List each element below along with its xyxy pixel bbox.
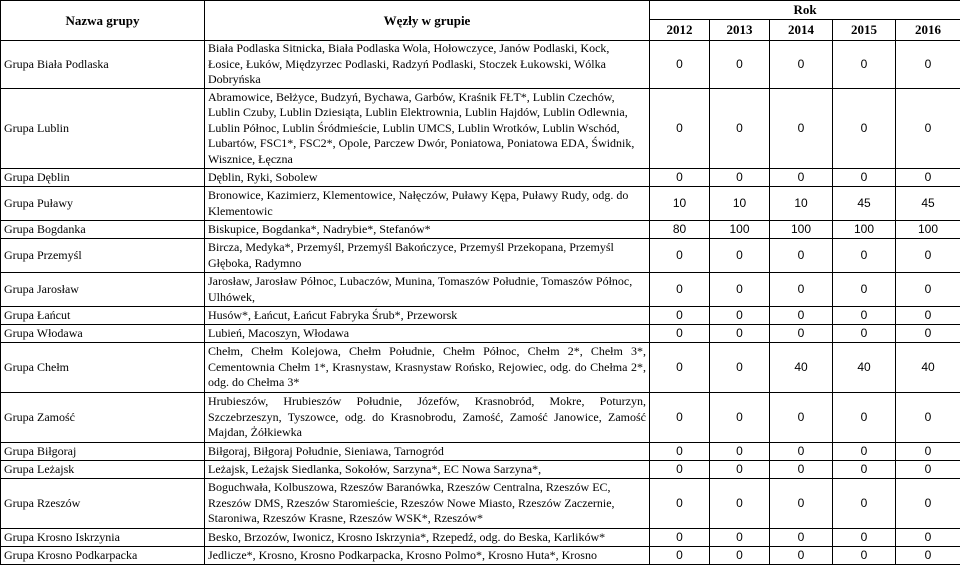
value-cell: 0 — [896, 547, 960, 565]
value-cell: 10 — [770, 187, 833, 221]
value-cell: 0 — [710, 325, 770, 343]
value-cell: 0 — [710, 343, 770, 393]
group-nodes-cell: Lubień, Macoszyn, Włodawa — [205, 325, 650, 343]
value-cell: 0 — [650, 307, 710, 325]
group-nodes-cell: Hrubieszów, Hrubieszów Południe, Józefów, Krasnobród, Mokre, Poturzyn, Szczebrzeszyn, Tyszowce, odg. do Krasnobrodu, Zamość, Zamość Janowice, Zamość Majdan, Żółkiewka — [205, 393, 650, 443]
table-row — [1, 239, 960, 273]
table-row — [1, 443, 960, 461]
group-name-cell: Grupa Dęblin — [1, 169, 205, 187]
group-name-cell: Grupa Łańcut — [1, 307, 205, 325]
value-cell: 0 — [710, 529, 770, 547]
value-cell: 0 — [896, 41, 960, 89]
value-cell: 0 — [710, 443, 770, 461]
group-nodes-cell: Leżajsk, Leżajsk Siedlanka, Sokołów, Sarzyna*, EC Nowa Sarzyna*, — [205, 461, 650, 479]
value-cell: 0 — [650, 239, 710, 273]
group-name-cell: Grupa Puławy — [1, 187, 205, 221]
header-year-group: Rok — [650, 1, 960, 20]
value-cell: 0 — [833, 393, 896, 443]
value-cell: 0 — [650, 89, 710, 169]
group-nodes-cell: Besko, Brzozów, Iwonicz, Krosno Iskrzynia*, Rzepedź, odg. do Beska, Karlików* — [205, 529, 650, 547]
value-cell: 0 — [710, 547, 770, 565]
value-cell: 0 — [710, 479, 770, 529]
group-nodes-cell: Bronowice, Kazimierz, Klementowice, Nałęczów, Puławy Kępa, Puławy Rudy, odg. do Klementowic — [205, 187, 650, 221]
group-name-cell: Grupa Rzeszów — [1, 479, 205, 529]
table-row — [1, 307, 960, 325]
value-cell: 0 — [650, 461, 710, 479]
group-nodes-cell: Boguchwała, Kolbuszowa, Rzeszów Baranówka, Rzeszów Centralna, Rzeszów EC, Rzeszów DMS, Rzeszów Staromieście, Rzeszów Nowe Miasto, Rzeszów Zaczernie, Staroniwa, Rzeszów Krasne, Rzeszów WSK*, Rzeszów* — [205, 479, 650, 529]
value-cell: 0 — [770, 479, 833, 529]
group-nodes-cell: Chełm, Chełm Kolejowa, Chełm Południe, Chełm Północ, Chełm 2*, Chełm 3*, Cementownia Chełm 1*, Krasnystaw, Krasnystaw Rońsko, Rejowiec, odg. do Chełma 2*, odg. do Chełma 3* — [205, 343, 650, 393]
table-row — [1, 169, 960, 187]
header-year: 2016 — [896, 20, 960, 41]
header-row-top — [1, 1, 960, 20]
value-cell: 0 — [896, 169, 960, 187]
value-cell: 10 — [710, 187, 770, 221]
table-row — [1, 393, 960, 443]
value-cell: 0 — [710, 169, 770, 187]
value-cell: 0 — [833, 443, 896, 461]
value-cell: 0 — [833, 479, 896, 529]
value-cell: 0 — [770, 325, 833, 343]
value-cell: 10 — [650, 187, 710, 221]
value-cell: 0 — [650, 169, 710, 187]
group-nodes-cell: Abramowice, Bełżyce, Budzyń, Bychawa, Garbów, Kraśnik FŁT*, Lublin Czechów, Lublin Czuby, Lublin Dziesiąta, Lublin Elektrownia, Lublin Hajdów, Lublin Odlewnia, Lublin Północ, Lublin Śródmieście, Lublin UMCS, Lublin Wrotków, Lublin Wschód, Lubartów, FSC1*, FSC2*, Opole, Parczew Dwór, Poniatowa, Poniatowa EDA, Świdnik, Wisznice, Łęczna — [205, 89, 650, 169]
value-cell: 0 — [770, 443, 833, 461]
value-cell: 0 — [833, 461, 896, 479]
value-cell: 0 — [833, 529, 896, 547]
group-name-cell: Grupa Chełm — [1, 343, 205, 393]
value-cell: 100 — [710, 221, 770, 239]
value-cell: 0 — [833, 239, 896, 273]
value-cell: 0 — [710, 89, 770, 169]
group-nodes-cell: Biłgoraj, Biłgoraj Południe, Sieniawa, Tarnogród — [205, 443, 650, 461]
group-nodes-cell: Husów*, Łańcut, Łańcut Fabryka Śrub*, Przeworsk — [205, 307, 650, 325]
value-cell: 0 — [896, 529, 960, 547]
value-cell: 0 — [896, 307, 960, 325]
group-name-cell: Grupa Leżajsk — [1, 461, 205, 479]
group-name-cell: Grupa Zamość — [1, 393, 205, 443]
value-cell: 0 — [710, 461, 770, 479]
table-row — [1, 547, 960, 565]
table-row — [1, 529, 960, 547]
value-cell: 0 — [770, 169, 833, 187]
value-cell: 0 — [770, 547, 833, 565]
table-row — [1, 479, 960, 529]
value-cell: 0 — [650, 393, 710, 443]
header-year: 2015 — [833, 20, 896, 41]
value-cell: 100 — [770, 221, 833, 239]
group-name-cell: Grupa Jarosław — [1, 273, 205, 307]
table-row — [1, 41, 960, 89]
value-cell: 0 — [896, 461, 960, 479]
value-cell: 0 — [650, 529, 710, 547]
value-cell: 80 — [650, 221, 710, 239]
value-cell: 0 — [833, 307, 896, 325]
value-cell: 0 — [833, 89, 896, 169]
table-row — [1, 187, 960, 221]
value-cell: 0 — [770, 89, 833, 169]
table-row — [1, 461, 960, 479]
value-cell: 40 — [770, 343, 833, 393]
value-cell: 45 — [896, 187, 960, 221]
value-cell: 0 — [770, 461, 833, 479]
group-name-cell: Grupa Bogdanka — [1, 221, 205, 239]
group-nodes-cell: Bircza, Medyka*, Przemyśl, Przemyśl Bakończyce, Przemyśl Przekopana, Przemyśl Głęboka, Radymno — [205, 239, 650, 273]
value-cell: 0 — [833, 169, 896, 187]
value-cell: 0 — [896, 89, 960, 169]
group-nodes-cell: Jarosław, Jarosław Północ, Lubaczów, Munina, Tomaszów Południe, Tomaszów Północ, Ulhówek, — [205, 273, 650, 307]
header-year: 2013 — [710, 20, 770, 41]
header-year: 2012 — [650, 20, 710, 41]
group-nodes-cell: Dęblin, Ryki, Sobolew — [205, 169, 650, 187]
header-group-name: Nazwa grupy — [1, 1, 205, 41]
value-cell: 0 — [833, 547, 896, 565]
value-cell: 40 — [896, 343, 960, 393]
value-cell: 0 — [710, 41, 770, 89]
group-name-cell: Grupa Lublin — [1, 89, 205, 169]
value-cell: 0 — [770, 41, 833, 89]
table-row — [1, 343, 960, 393]
value-cell: 0 — [770, 393, 833, 443]
value-cell: 0 — [896, 239, 960, 273]
value-cell: 0 — [650, 41, 710, 89]
value-cell: 0 — [896, 479, 960, 529]
table-row — [1, 89, 960, 169]
value-cell: 0 — [833, 325, 896, 343]
value-cell: 100 — [833, 221, 896, 239]
group-nodes-cell: Jedlicze*, Krosno, Krosno Podkarpacka, Krosno Polmo*, Krosno Huta*, Krosno — [205, 547, 650, 565]
value-cell: 0 — [770, 529, 833, 547]
header-nodes: Węzły w grupie — [205, 1, 650, 41]
table-row — [1, 273, 960, 307]
value-cell: 45 — [833, 187, 896, 221]
value-cell: 0 — [896, 443, 960, 461]
value-cell: 0 — [710, 239, 770, 273]
value-cell: 100 — [896, 221, 960, 239]
value-cell: 0 — [770, 239, 833, 273]
value-cell: 0 — [896, 273, 960, 307]
value-cell: 0 — [833, 41, 896, 89]
value-cell: 0 — [650, 479, 710, 529]
value-cell: 0 — [650, 547, 710, 565]
value-cell: 0 — [770, 273, 833, 307]
value-cell: 0 — [896, 393, 960, 443]
value-cell: 0 — [650, 325, 710, 343]
value-cell: 0 — [650, 273, 710, 307]
table-row — [1, 325, 960, 343]
value-cell: 0 — [710, 307, 770, 325]
value-cell: 0 — [896, 325, 960, 343]
value-cell: 0 — [650, 443, 710, 461]
group-nodes-cell: Biskupice, Bogdanka*, Nadrybie*, Stefanów* — [205, 221, 650, 239]
header-year: 2014 — [770, 20, 833, 41]
value-cell: 0 — [770, 307, 833, 325]
value-cell: 40 — [833, 343, 896, 393]
group-name-cell: Grupa Przemyśl — [1, 239, 205, 273]
group-name-cell: Grupa Biłgoraj — [1, 443, 205, 461]
group-name-cell: Grupa Biała Podlaska — [1, 41, 205, 89]
value-cell: 0 — [833, 273, 896, 307]
group-name-cell: Grupa Krosno Iskrzynia — [1, 529, 205, 547]
group-name-cell: Grupa Włodawa — [1, 325, 205, 343]
group-name-cell: Grupa Krosno Podkarpacka — [1, 547, 205, 565]
table-row — [1, 221, 960, 239]
value-cell: 0 — [650, 343, 710, 393]
value-cell: 0 — [710, 393, 770, 443]
value-cell: 0 — [710, 273, 770, 307]
group-nodes-cell: Biała Podlaska Sitnicka, Biała Podlaska Wola, Hołowczyce, Janów Podlaski, Kock, Łosice, Łuków, Międzyrzec Podlaski, Radzyń Podlaski, Stoczek Łukowski, Wólka Dobryńska — [205, 41, 650, 89]
